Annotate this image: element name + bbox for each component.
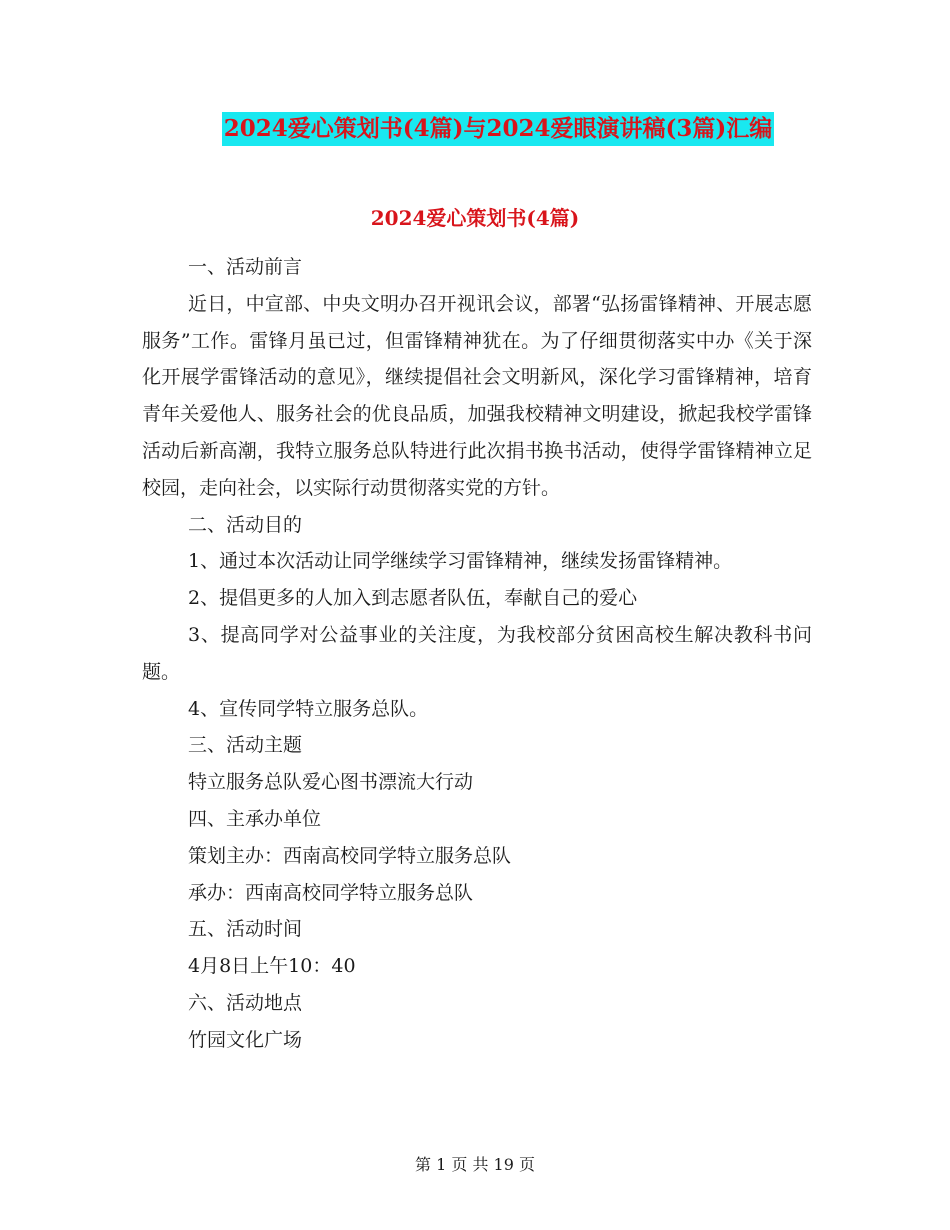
document-title bbox=[0, 112, 950, 146]
paragraph-theme: 特立服务总队爱心图书漂流大行动 bbox=[188, 771, 474, 794]
section-title: 2024爱心策划书(4篇) bbox=[370, 206, 580, 230]
list-item-purpose-1: 1、通过本次活动让同学继续学习雷锋精神，继续发扬雷锋精神。 bbox=[188, 550, 733, 573]
heading-location: 六、活动地点 bbox=[188, 991, 303, 1014]
heading-theme: 三、活动主题 bbox=[188, 734, 303, 757]
page-footer: 第 1 页 共 19 页 bbox=[415, 1155, 535, 1174]
paragraph-organizer: 承办：西南高校同学特立服务总队 bbox=[188, 881, 474, 904]
paragraph-preface: 近日，中宣部、中央文明办召开视讯会议，部署“弘扬雷锋精神、开展志愿服务”工作。雷锋月虽已过，但雷锋精神犹在。为了仔细贯彻落实中办《关于深化开展学雷锋活动的意见》，继续提倡社会文明新风，深化学习雷锋精神，培育青年关爱他人、服务社会的优良品质，加强我校精神文明建设，掀起我校学雷锋活动后新高潮，我特立服务总队特进行此次捐书换书活动，使得学雷锋精神立足校园，走向社会，以实际行动贯彻落实党的方针。 bbox=[142, 292, 812, 499]
heading-preface: 一、活动前言 bbox=[188, 256, 303, 278]
list-item-purpose-2: 2、提倡更多的人加入到志愿者队伍，奉献自己的爱心 bbox=[188, 587, 638, 610]
heading-purpose: 二、活动目的 bbox=[188, 513, 303, 536]
heading-time: 五、活动时间 bbox=[188, 918, 303, 941]
paragraph-host: 策划主办：西南高校同学特立服务总队 bbox=[188, 844, 512, 867]
paragraph-location: 竹园文化广场 bbox=[188, 1028, 303, 1051]
heading-organizers: 四、主承办单位 bbox=[188, 807, 322, 830]
document-body bbox=[142, 249, 812, 1059]
document-title-text: 2024爱心策划书(4篇)与2024爱眼演讲稿(3篇)汇编 bbox=[222, 112, 775, 146]
list-item-purpose-4: 4、宣传同学特立服务总队。 bbox=[188, 697, 429, 720]
paragraph-time: 4月8日上午10：40 bbox=[188, 955, 356, 978]
list-item-purpose-3: 3、提高同学对公益事业的关注度，为我校部分贫困高校生解决教科书问题。 bbox=[142, 623, 812, 683]
